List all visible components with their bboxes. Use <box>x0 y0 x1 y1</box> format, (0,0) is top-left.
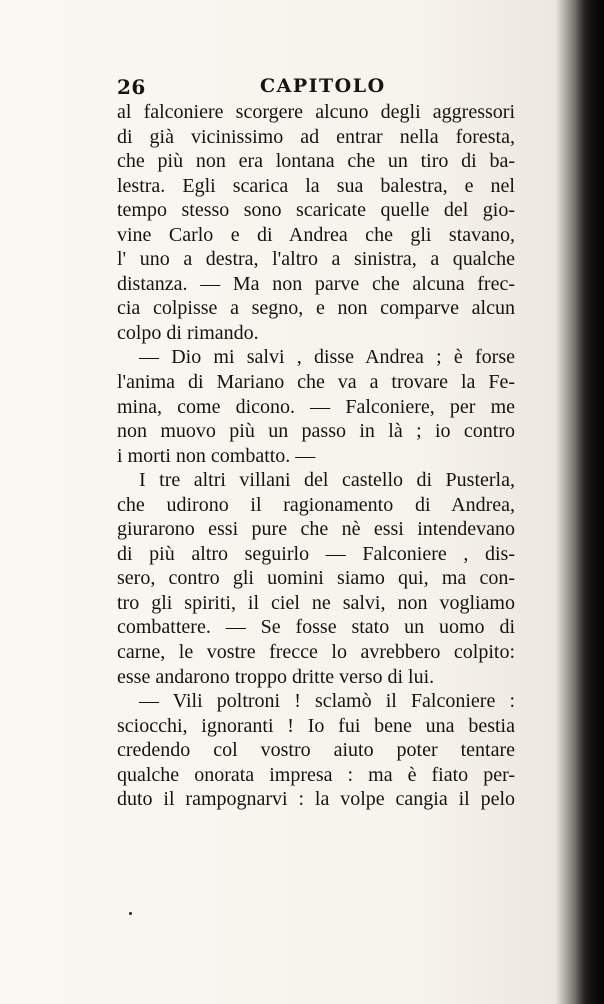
text-line: mina, come dicono. — Falconiere, per me <box>117 395 515 418</box>
text-line: duto il rampognarvi : la volpe cangia il pelo <box>117 788 515 811</box>
running-title: CAPITOLO <box>260 75 386 97</box>
text-line: credendo col vostro aiuto poter tentare <box>117 739 515 762</box>
text-line: — Dio mi salvi , disse Andrea ; è forse <box>139 346 515 369</box>
text-line: non muovo più un passo in là ; io contro <box>117 420 515 443</box>
text-line: cia colpisse a segno, e non comparve alcun <box>117 297 515 320</box>
text-line: che più non era lontana che un tiro di ba- <box>117 150 515 173</box>
text-line: colpo di rimando. <box>117 321 259 344</box>
text-line: combattere. — Se fosse stato un uomo di <box>117 616 515 639</box>
text-line: sero, contro gli uomini siamo qui, ma con- <box>117 567 515 590</box>
text-line: i morti non combatto. — <box>117 444 316 467</box>
text-line: tempo stesso sono scaricate quelle del gio- <box>117 199 515 222</box>
page-number: 26 <box>117 75 146 99</box>
text-line: di più altro seguirlo — Falconiere , dis- <box>117 542 515 565</box>
paper-speck <box>129 912 132 915</box>
text-line: l' uno a destra, l'altro a sinistra, a qualche <box>117 248 515 271</box>
text-line: vine Carlo e di Andrea che gli stavano, <box>117 223 515 246</box>
text-line: che udirono il ragionamento di Andrea, <box>117 493 515 516</box>
body-text <box>117 100 515 812</box>
text-line: lestra. Egli scarica la sua balestra, e nel <box>117 174 515 197</box>
text-line: distanza. — Ma non parve che alcuna frec- <box>117 272 515 295</box>
text-line: sciocchi, ignoranti ! Io fui bene una bestia <box>117 714 515 737</box>
text-line: esse andarono troppo dritte verso di lui. <box>117 665 435 688</box>
page-header <box>117 75 515 101</box>
text-line: tro gli spiriti, il ciel ne salvi, non vogliamo <box>117 591 515 614</box>
book-spine-shadow <box>576 0 604 1004</box>
text-line: al falconiere scorgere alcuno degli aggressori <box>117 101 515 123</box>
text-line: di già vicinissimo ad entrar nella foresta, <box>117 125 515 148</box>
text-line: — Vili poltroni ! sclamò il Falconiere : <box>139 690 515 713</box>
text-line: giurarono essi pure che nè essi intendevano <box>117 518 515 541</box>
text-line: I tre altri villani del castello di Pusterla, <box>139 469 515 492</box>
text-line: qualche onorata impresa : ma è fiato per- <box>117 763 515 786</box>
text-line: l'anima di Mariano che va a trovare la Fe- <box>117 371 515 394</box>
text-line: carne, le vostre frecce lo avrebbero colpito: <box>117 641 515 664</box>
